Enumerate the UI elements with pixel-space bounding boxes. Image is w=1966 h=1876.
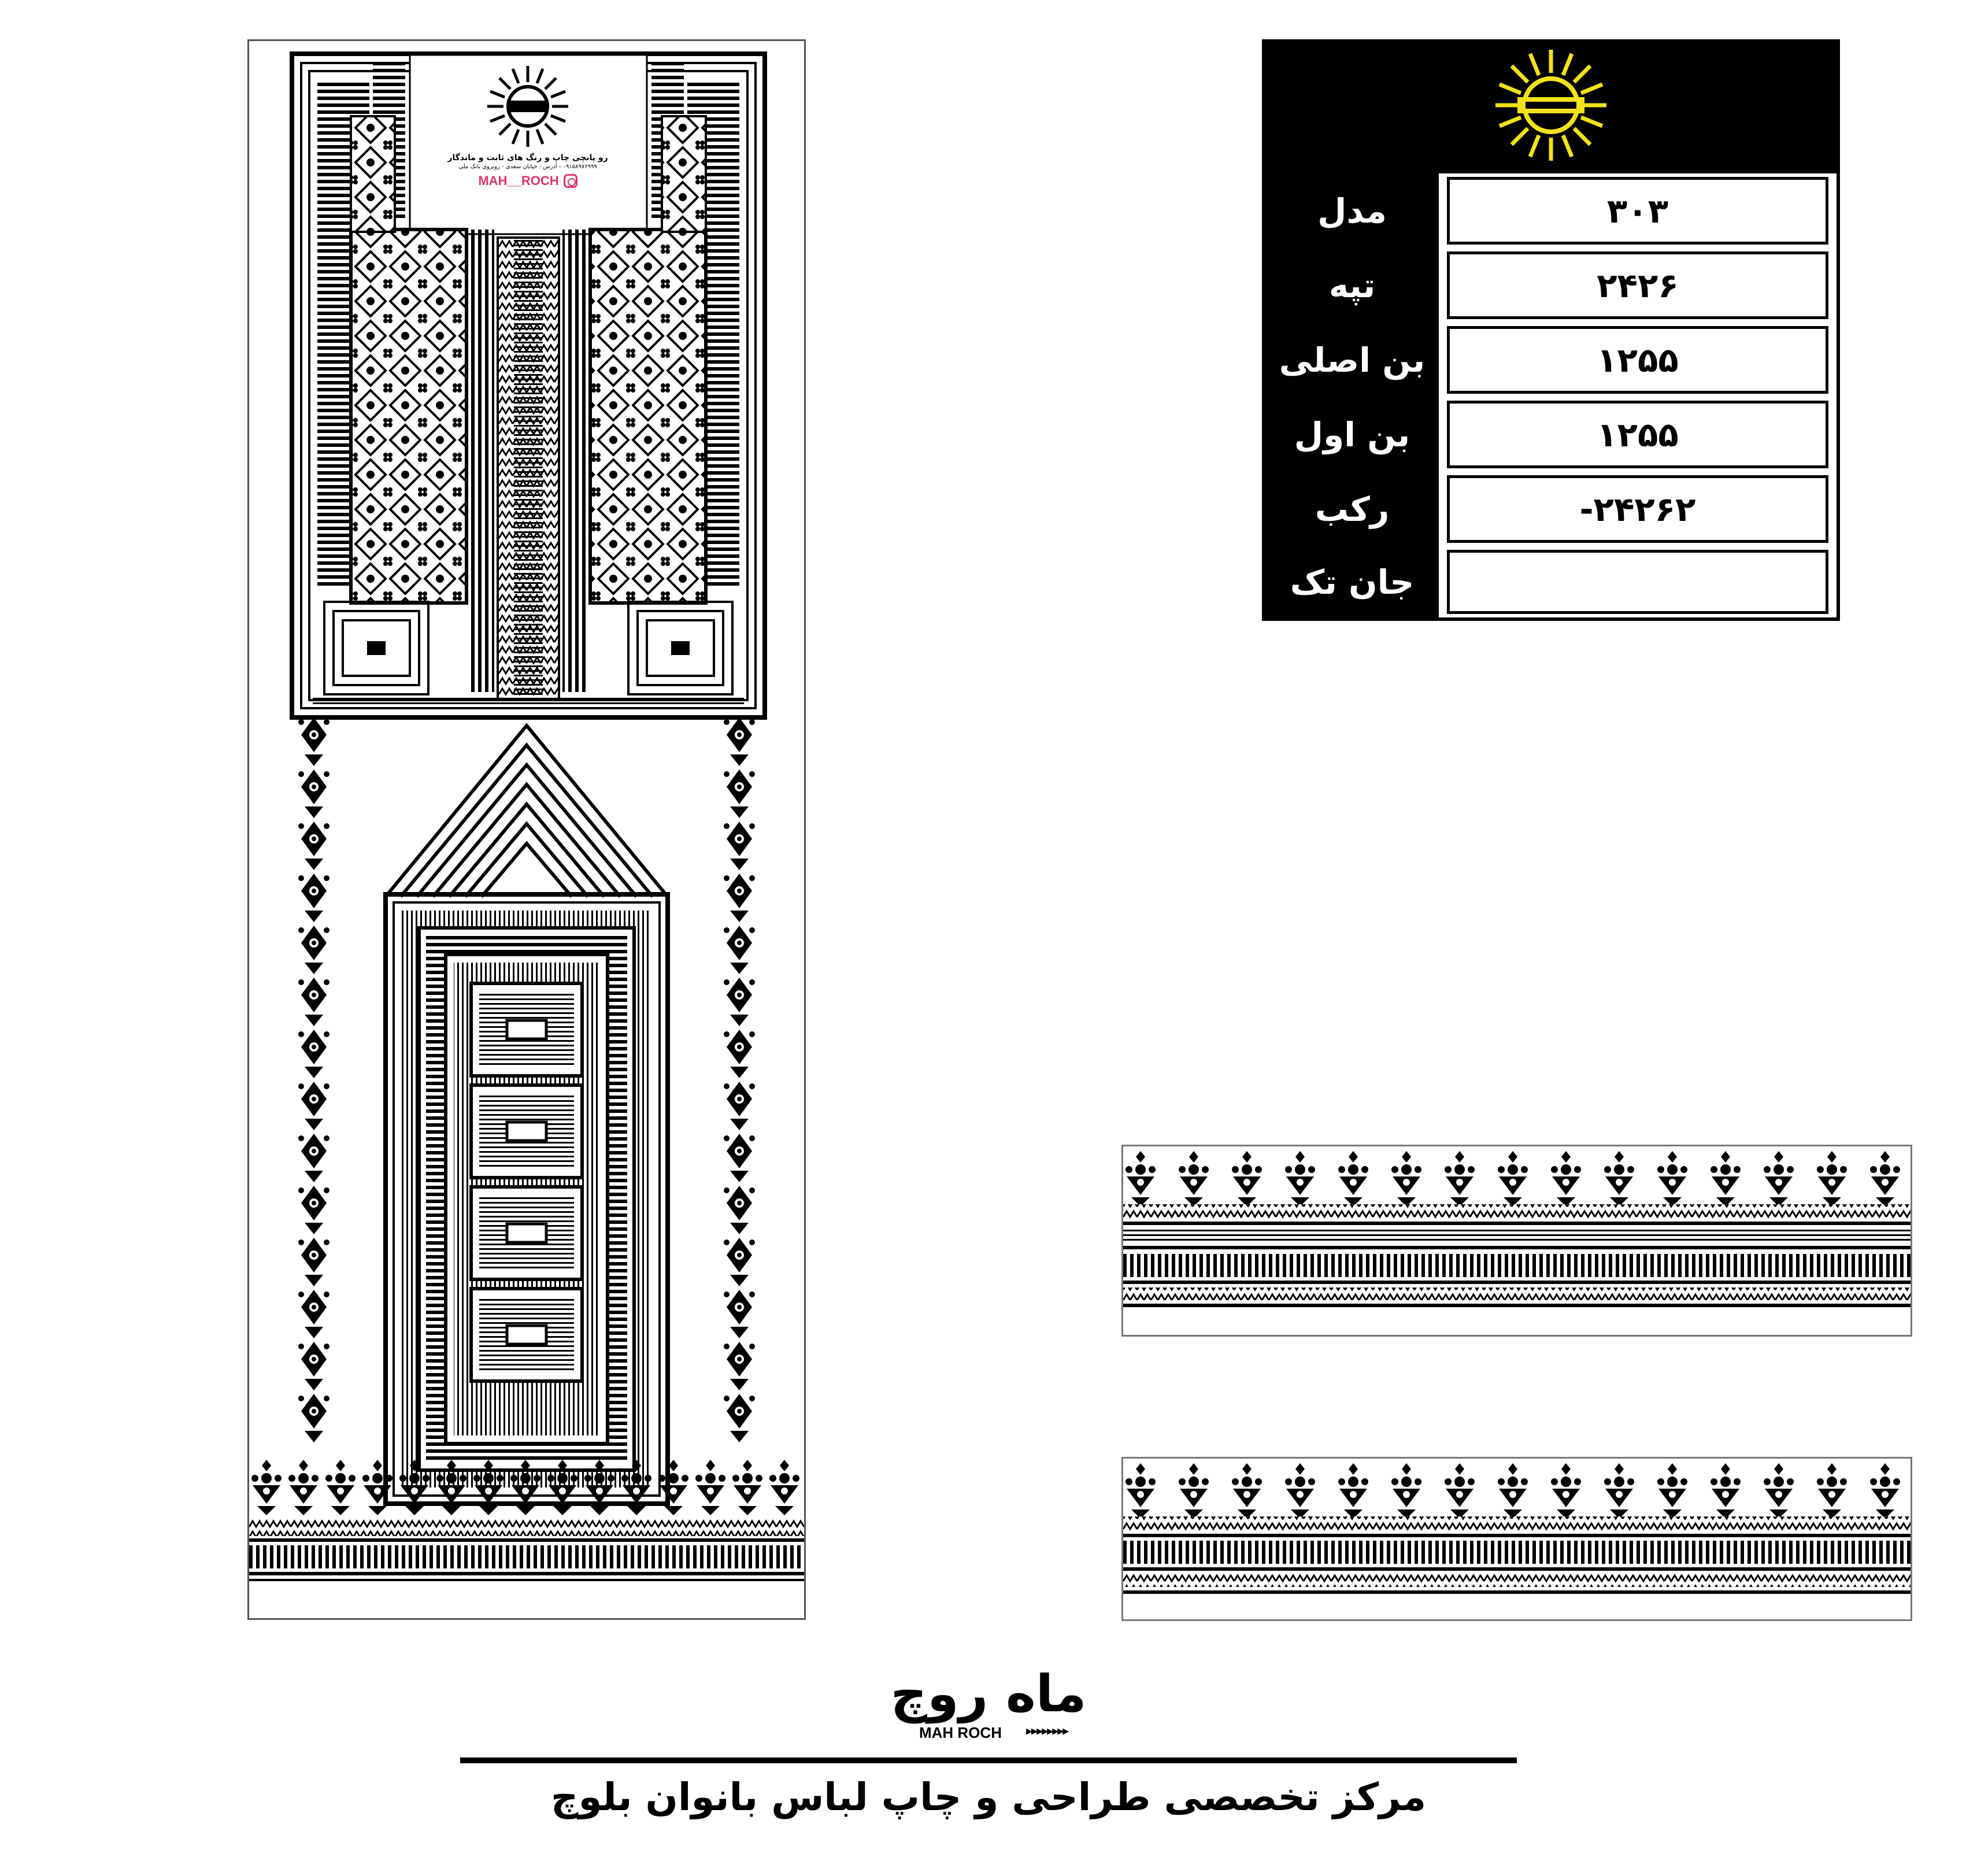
spec-value: ۱۲۵۵ <box>1447 401 1828 468</box>
hem-motifs <box>251 1460 799 1515</box>
spec-label: بن اصلی <box>1265 323 1439 397</box>
spec-label: تپه <box>1265 248 1439 323</box>
dress-pattern-art <box>249 41 804 1618</box>
spec-row-model <box>1265 173 1837 248</box>
spec-label: مدل <box>1265 173 1439 248</box>
spec-row-jan-tak <box>1265 546 1837 617</box>
left-chain <box>298 717 329 1442</box>
spec-value: ۱۲۵۵ <box>1447 326 1828 394</box>
footer-logo <box>867 1665 1110 1729</box>
spec-table <box>1262 39 1840 621</box>
instagram-icon <box>564 174 577 188</box>
right-chain <box>724 717 755 1442</box>
brand-latin: MAH ROCH <box>919 1724 1002 1741</box>
spec-row-first-base <box>1265 397 1837 472</box>
border-swatch-2-art <box>1123 1459 1911 1619</box>
panel-badge <box>411 56 645 231</box>
mah-roch-logo-icon <box>1265 43 1837 173</box>
spec-label: بن اول <box>1265 397 1439 472</box>
border-swatch-1-art <box>1123 1146 1911 1335</box>
sun-logo-icon <box>484 63 571 150</box>
spec-value <box>1447 550 1828 614</box>
spec-label: رکب <box>1265 472 1439 546</box>
border-swatch-1 <box>1121 1145 1912 1337</box>
spec-value: ۲۴۲۶۲- <box>1447 475 1828 543</box>
footer-divider <box>460 1757 1517 1763</box>
badge-handle: MAH__ROCH <box>478 173 559 188</box>
spec-header <box>1265 43 1837 173</box>
spec-value: ۲۴۲۶ <box>1447 251 1828 319</box>
badge-contact: ۰۹۱۵۸۹۷۶۹۹۹ - آدرس : خیابان سعدی - روبروی بانک ملی <box>458 164 597 170</box>
spec-value: ۳۰۳ <box>1447 177 1828 245</box>
spec-row-rekab <box>1265 472 1837 546</box>
dress-panel <box>247 39 806 1620</box>
footer-logo-text: ماه روچ <box>890 1664 1087 1723</box>
brand-arrows: ▸▸▸▸▸▸▸▸ <box>1026 1724 1068 1738</box>
spec-label: جان تک <box>1265 546 1439 617</box>
badge-tagline: رو پانچی چاپ و رنگ های ثابت و ماندگار <box>447 153 608 162</box>
spec-row-tapeh <box>1265 248 1837 323</box>
footer-tagline: مرکز تخصصی طراحی و چاپ لباس بانوان بلوچ <box>550 1775 1427 1819</box>
spec-row-main-base <box>1265 323 1837 397</box>
border-swatch-2 <box>1121 1457 1912 1621</box>
